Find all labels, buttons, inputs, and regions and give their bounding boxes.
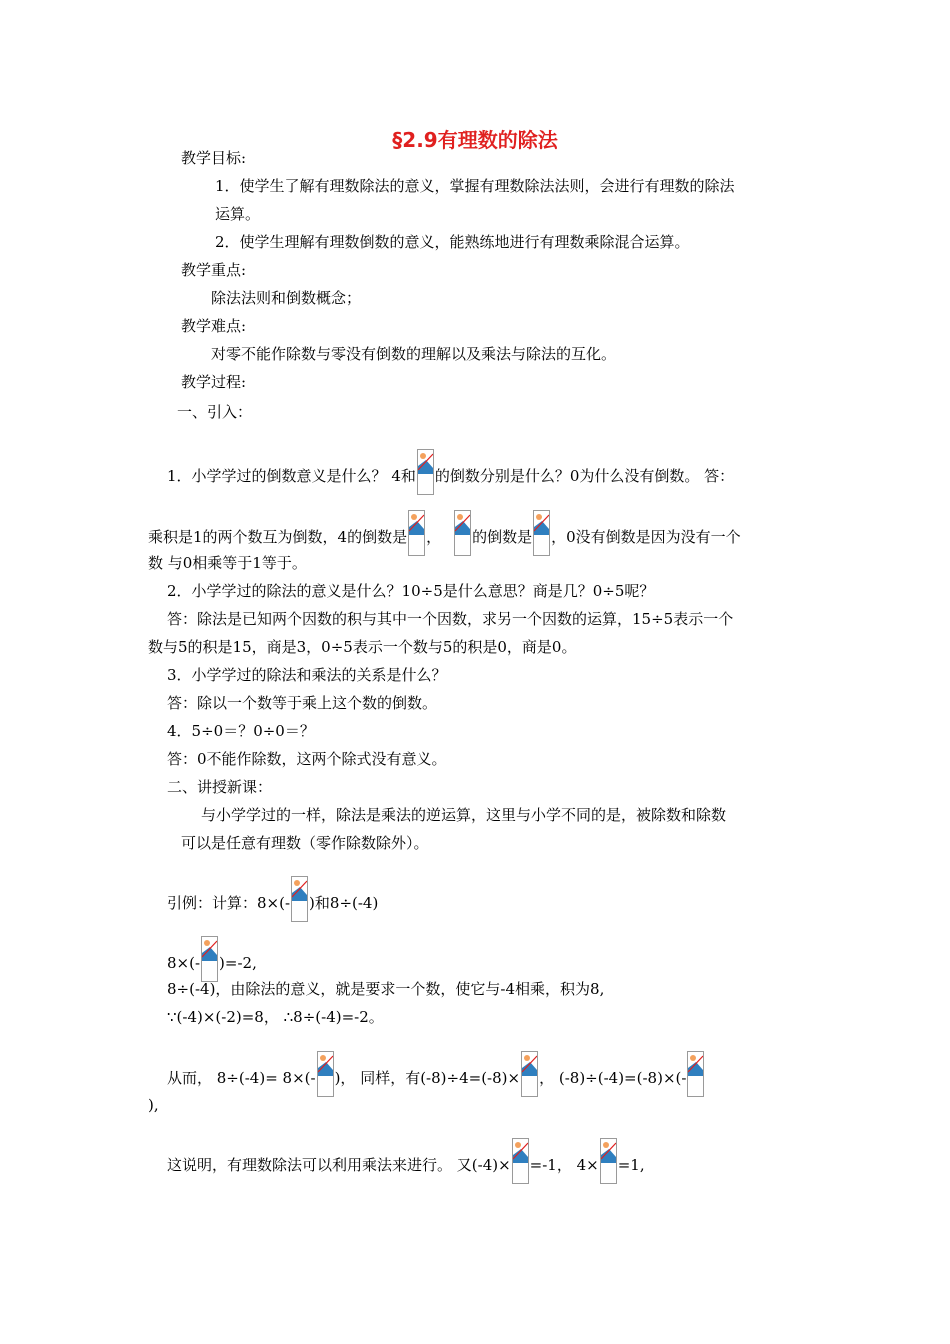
fraction-image-icon bbox=[600, 1138, 617, 1184]
lesson-paragraph: 与小学学过的一样，除法是乘法的逆运算，这里与小学不同的是，被除数和除数 bbox=[201, 806, 727, 824]
fraction-image-icon bbox=[521, 1051, 538, 1097]
example-text-a: 引例：计算：8×(- bbox=[167, 894, 291, 912]
question-1-text-b: 的倒数分别是什么？0为什么没有倒数。 答： bbox=[434, 467, 735, 485]
fraction-image-icon bbox=[454, 510, 471, 556]
equation-2: 8÷(-4)，由除法的意义，就是要求一个数，使它与-4相乘，积为8, bbox=[167, 980, 605, 998]
page-title: §2.9有理数的除法 bbox=[392, 128, 558, 152]
objective-1-cont: 运算。 bbox=[215, 205, 261, 223]
equation-5 bbox=[167, 1138, 645, 1184]
equation-5-text-a: 这说明，有理数除法可以利用乘法来进行。 又(-4)× bbox=[167, 1156, 511, 1174]
answer-4: 答：0不能作除数，这两个除式没有意义。 bbox=[167, 750, 447, 768]
equation-4-cont: ), bbox=[148, 1096, 159, 1114]
answer-1-text-a: 乘积是1的两个数互为倒数，4的倒数是 bbox=[148, 528, 408, 546]
example-line bbox=[167, 876, 378, 922]
answer-1-text-d: ，0没有倒数是因为没有一个 bbox=[551, 528, 741, 546]
fraction-image-icon bbox=[687, 1051, 704, 1097]
answer-1-cont: 数 与0相乘等于1等于。 bbox=[148, 554, 307, 572]
equation-1-text-a: 8×(- bbox=[167, 954, 201, 972]
question-2: 2．小学学过的除法的意义是什么？10÷5是什么意思？商是几？0÷5呢？ bbox=[167, 582, 655, 600]
fraction-image-icon bbox=[201, 936, 218, 982]
question-1 bbox=[167, 449, 734, 495]
lesson-paragraph-cont: 可以是任意有理数（零作除数除外）。 bbox=[181, 834, 429, 852]
equation-4-text-b: )， 同样，有(-8)÷4=(-8)× bbox=[334, 1069, 521, 1087]
answer-2: 答：除法是已知两个因数的积与其中一个因数，求另一个因数的运算，15÷5表示一个 bbox=[167, 610, 734, 628]
question-1-text-a: 1．小学学过的倒数意义是什么？ 4和 bbox=[167, 467, 416, 485]
equation-4 bbox=[167, 1051, 705, 1097]
equation-4-text-c: ， (-8)÷(-4)=(-8)×(- bbox=[539, 1069, 687, 1087]
equation-1 bbox=[167, 936, 257, 982]
fraction-image-icon bbox=[317, 1051, 334, 1097]
answer-1-text-b: ， bbox=[426, 528, 442, 546]
equation-1-text-b: )=-2, bbox=[219, 954, 257, 972]
fraction-image-icon bbox=[291, 876, 308, 922]
answer-2-cont: 数与5的积是15，商是3，0÷5表示一个数与5的积是0，商是0。 bbox=[148, 638, 577, 656]
objectives-heading: 教学目标: bbox=[181, 149, 247, 167]
fraction-image-icon bbox=[512, 1138, 529, 1184]
equation-4-text-a: 从而， 8÷(-4)= 8×(- bbox=[167, 1069, 316, 1087]
fraction-image-icon bbox=[408, 510, 425, 556]
difficulties-heading: 教学难点: bbox=[181, 317, 247, 335]
fraction-image-icon bbox=[533, 510, 550, 556]
section-1-heading: 一、引入： bbox=[177, 403, 253, 421]
objective-2: 2．使学生理解有理数倒数的意义，能熟练地进行有理数乘除混合运算。 bbox=[215, 233, 690, 251]
answer-3: 答：除以一个数等于乘上这个数的倒数。 bbox=[167, 694, 438, 712]
key-points-heading: 教学重点: bbox=[181, 261, 247, 279]
difficulties-text: 对零不能作除数与零没有倒数的理解以及乘法与除法的互化。 bbox=[211, 345, 617, 363]
equation-5-text-b: =-1， 4× bbox=[529, 1156, 599, 1174]
example-text-b: )和8÷(-4) bbox=[309, 894, 379, 912]
equation-3: ∵(-4)×(-2)=8， ∴8÷(-4)=-2。 bbox=[167, 1008, 384, 1026]
answer-1 bbox=[148, 510, 741, 556]
equation-5-text-c: =1, bbox=[617, 1156, 645, 1174]
answer-1-text-c: 的倒数是 bbox=[472, 528, 533, 546]
process-heading: 教学过程: bbox=[181, 373, 247, 391]
question-4: 4．5÷0＝？0÷0＝？ bbox=[167, 722, 315, 740]
key-points-text: 除法法则和倒数概念； bbox=[211, 289, 362, 307]
question-3: 3．小学学过的除法和乘法的关系是什么？ bbox=[167, 666, 447, 684]
objective-1: 1．使学生了解有理数除法的意义，掌握有理数除法法则，会进行有理数的除法 bbox=[215, 177, 735, 195]
fraction-image-icon bbox=[417, 449, 434, 495]
section-2-heading: 二、讲授新课： bbox=[167, 778, 273, 796]
